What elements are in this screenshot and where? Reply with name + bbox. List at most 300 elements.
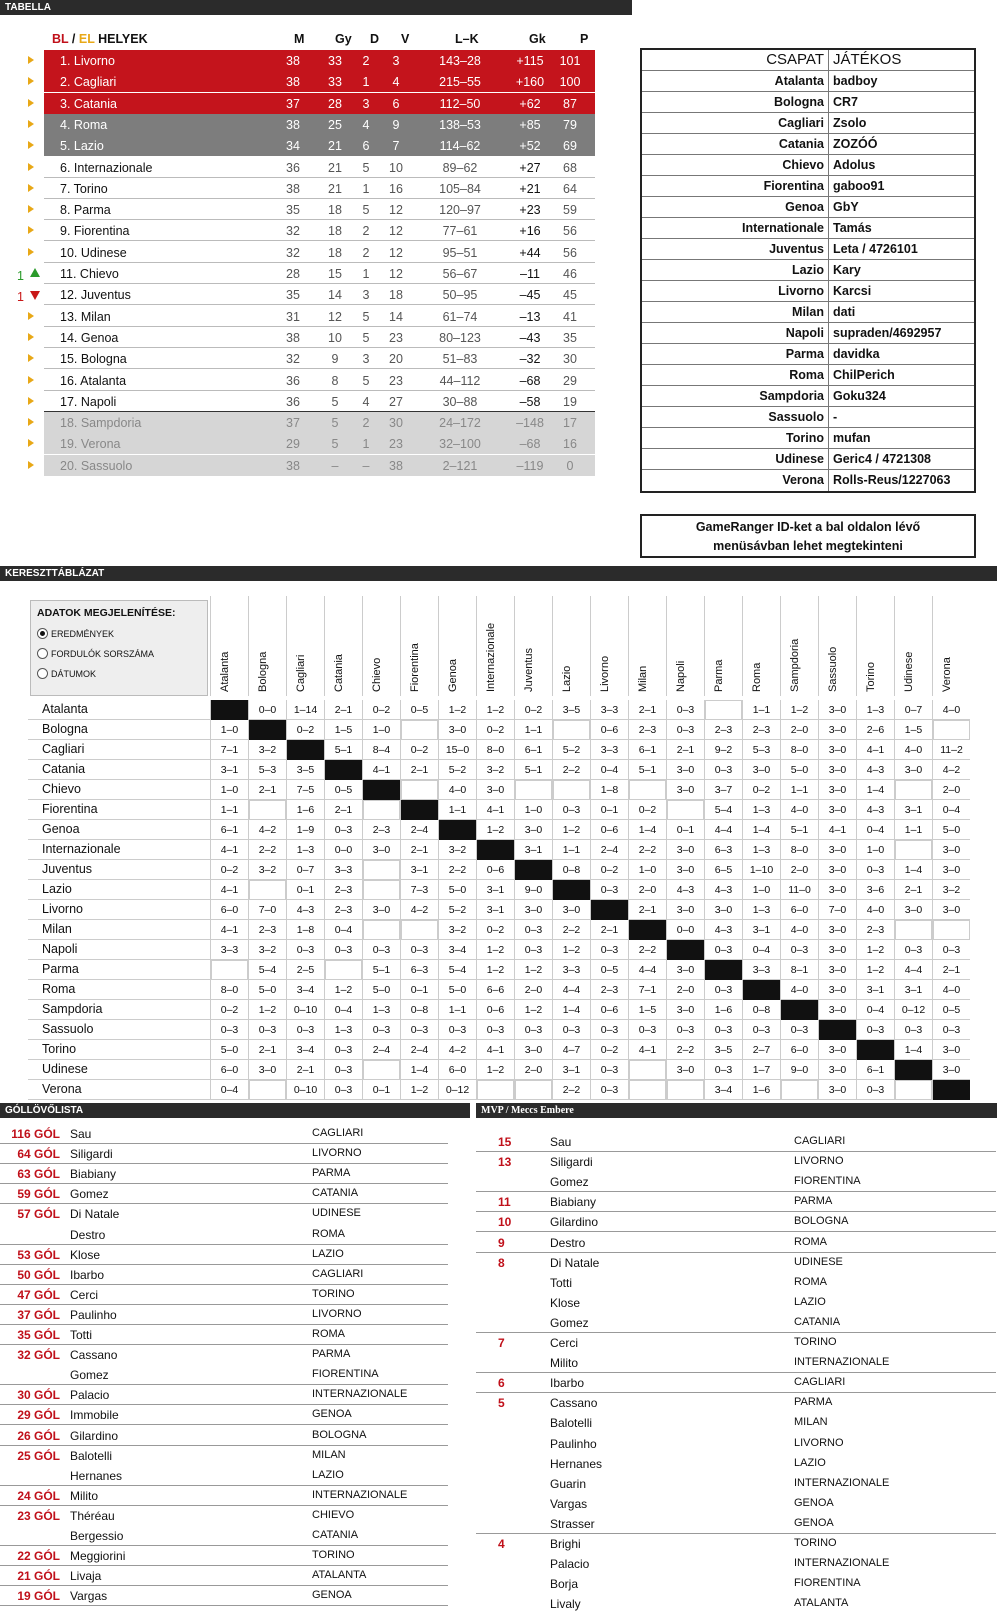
cross-cell: 3–4 xyxy=(704,1080,742,1100)
cross-cell: 0–4 xyxy=(324,1000,362,1020)
cross-cell: 5–4 xyxy=(438,960,476,980)
cross-cell xyxy=(248,880,286,900)
scorer-name: Paulinho xyxy=(70,1307,117,1322)
cell-p: 56 xyxy=(563,245,577,260)
cell-v: 10 xyxy=(389,160,403,175)
cell-gy: 21 xyxy=(328,181,342,196)
team-name: 14. Genoa xyxy=(60,330,119,345)
mvp-name: Cerci xyxy=(550,1336,579,1350)
cross-cell: 2–4 xyxy=(362,1040,400,1060)
cross-cell: 0–3 xyxy=(780,940,818,960)
cross-cell: 1–8 xyxy=(590,780,628,800)
standings-row xyxy=(0,242,600,264)
cross-col-label: Bologna xyxy=(257,651,269,692)
cross-cell: 4–2 xyxy=(438,1040,476,1060)
cell-gk: +52 xyxy=(519,139,541,154)
standings-row xyxy=(0,370,600,392)
display-option[interactable] xyxy=(37,627,201,641)
cross-row xyxy=(28,1020,970,1040)
cross-cell: 3–3 xyxy=(742,960,780,980)
cell-gk: +23 xyxy=(519,203,541,218)
cross-cell: 3–0 xyxy=(438,720,476,740)
cross-cell: 2–3 xyxy=(324,880,362,900)
mvp-name: Biabiany xyxy=(550,1195,597,1210)
mvp-count: 4 xyxy=(498,1537,505,1551)
cross-cell xyxy=(666,800,704,820)
cross-cell: 0–3 xyxy=(362,1020,400,1040)
cross-cell: 8–0 xyxy=(210,980,248,1000)
team-name: 12. Juventus xyxy=(60,288,131,303)
player-row xyxy=(642,407,974,428)
goal-count: 29 GÓL xyxy=(17,1408,60,1423)
scorer-team: ATALANTA xyxy=(312,1569,367,1582)
mvp-name: Livaly xyxy=(550,1597,581,1612)
cross-cell: 0–4 xyxy=(210,1080,248,1100)
player-team: Genoa xyxy=(642,197,829,217)
radio-icon[interactable] xyxy=(37,628,48,639)
cell-lk: 30–88 xyxy=(442,394,478,409)
player-team: Livorno xyxy=(642,281,829,301)
standings-row xyxy=(0,348,600,370)
cross-cell: 0–3 xyxy=(248,1020,286,1040)
cell-m: 29 xyxy=(286,437,300,452)
cross-cell: 0–3 xyxy=(514,1020,552,1040)
row-arrow-icon xyxy=(28,205,34,213)
cross-col-label: Parma xyxy=(713,659,725,692)
cell-v: 7 xyxy=(392,139,400,154)
cross-cell: 3–0 xyxy=(476,780,514,800)
cross-cell: 0–3 xyxy=(590,1020,628,1040)
mvp-row xyxy=(476,1212,996,1232)
standings-row xyxy=(0,327,600,349)
cross-cell: 0–3 xyxy=(210,1020,248,1040)
mvp-name: Guarin xyxy=(550,1476,587,1491)
cell-m: 32 xyxy=(286,224,300,239)
cross-col-label: Catania xyxy=(333,654,345,692)
cross-cell: 4–3 xyxy=(286,900,324,920)
scorer-team: CATANIA xyxy=(312,1187,359,1200)
cross-cell: 0–3 xyxy=(324,1060,362,1080)
cross-cell: 3–0 xyxy=(818,860,856,880)
row-arrow-icon xyxy=(28,354,34,362)
cell-gk: –58 xyxy=(519,394,541,409)
goal-count: 64 GÓL xyxy=(17,1147,60,1162)
cell-p: 56 xyxy=(563,224,577,239)
player-team: Sassuolo xyxy=(642,407,829,427)
mvp-count: 5 xyxy=(498,1396,505,1411)
cross-cell: 5–4 xyxy=(704,800,742,820)
cross-cell xyxy=(932,720,970,740)
scorer-team: PARMA xyxy=(312,1348,351,1361)
cross-cell: 7–3 xyxy=(400,880,438,900)
cross-cell xyxy=(628,780,666,800)
mvp-team: TORINO xyxy=(794,1336,837,1348)
team-name: 10. Udinese xyxy=(60,245,127,260)
mvp-team: INTERNAZIONALE xyxy=(794,1476,890,1489)
radio-icon[interactable] xyxy=(37,648,48,659)
display-option[interactable] xyxy=(37,667,201,681)
player-name: supraden/4692957 xyxy=(833,326,942,340)
mvp-team: PARMA xyxy=(794,1396,833,1409)
cross-cell: 4–1 xyxy=(476,1040,514,1060)
cross-cell: 2–1 xyxy=(628,700,666,720)
rank-down-icon xyxy=(30,291,40,300)
cross-col-label: Cagliari xyxy=(295,654,307,692)
player-row xyxy=(642,218,974,239)
scorer-row xyxy=(0,1144,448,1164)
cross-cell: 1–0 xyxy=(210,780,248,800)
cross-cell: 3–1 xyxy=(476,900,514,920)
cell-v: 20 xyxy=(389,352,403,367)
cross-cell: 2–7 xyxy=(742,1040,780,1060)
cross-cell: 2–6 xyxy=(856,720,894,740)
cross-cell: 0–3 xyxy=(590,1060,628,1080)
cross-cell: 0–3 xyxy=(590,1080,628,1100)
cross-cell: 5–0 xyxy=(780,760,818,780)
cross-cell: 9–0 xyxy=(780,1060,818,1080)
mvp-name: Gomez xyxy=(550,1315,589,1330)
cross-cell: 0–2 xyxy=(628,800,666,820)
cross-cell: 6–0 xyxy=(210,900,248,920)
cross-cell: 1–4 xyxy=(552,1000,590,1020)
cross-col-label: Napoli xyxy=(675,660,687,692)
player-row xyxy=(642,323,974,344)
player-row xyxy=(642,428,974,449)
cross-cell: 4–1 xyxy=(362,760,400,780)
cross-cell xyxy=(894,1060,932,1080)
cross-cell: 3–3 xyxy=(590,740,628,760)
team-name: 5. Lazio xyxy=(60,139,104,154)
row-arrow-icon xyxy=(28,312,34,320)
cross-cell: 5–2 xyxy=(438,760,476,780)
rank-change: 1 xyxy=(17,290,24,305)
cell-lk: 120–97 xyxy=(439,203,481,218)
cell-gy: 5 xyxy=(331,416,339,431)
cross-cell: 0–4 xyxy=(856,1000,894,1020)
cell-lk: 2–121 xyxy=(442,458,478,473)
cross-cell xyxy=(324,960,362,980)
cross-cell: 0–1 xyxy=(362,1080,400,1100)
cross-cell: 4–2 xyxy=(248,820,286,840)
cross-cell: 3–0 xyxy=(514,900,552,920)
cross-row-label: Lazio xyxy=(42,882,72,896)
row-arrow-icon xyxy=(28,439,34,447)
row-arrow-icon xyxy=(28,418,34,426)
mvp-name: Paulinho xyxy=(550,1436,597,1451)
scorer-row xyxy=(0,1426,448,1446)
cross-cell: 2–1 xyxy=(666,740,704,760)
cell-lk: 50–95 xyxy=(442,288,478,303)
cross-cell: 3–0 xyxy=(362,900,400,920)
cross-cell: 1–0 xyxy=(856,840,894,860)
cross-cell: 0–2 xyxy=(400,740,438,760)
cross-cell: 0–3 xyxy=(362,940,400,960)
cell-lk: 95–51 xyxy=(442,245,478,260)
cross-cell: 0–3 xyxy=(286,940,324,960)
cross-cell: 3–0 xyxy=(932,860,970,880)
cross-cell: 0–3 xyxy=(894,1020,932,1040)
cross-row-label: Roma xyxy=(42,982,76,996)
cross-row xyxy=(28,880,970,900)
cell-m: 38 xyxy=(286,181,300,196)
row-arrow-icon xyxy=(28,56,34,64)
radio-icon[interactable] xyxy=(37,668,48,679)
cell-m: 34 xyxy=(286,139,300,154)
player-name: Kary xyxy=(833,263,861,277)
cross-cell: 2–3 xyxy=(628,720,666,740)
cross-cell: 0–1 xyxy=(666,820,704,840)
scorer-team: PARMA xyxy=(312,1167,351,1180)
cross-cell: 4–0 xyxy=(932,980,970,1000)
cell-gy: 12 xyxy=(328,309,342,324)
cross-cell xyxy=(894,920,932,940)
mvp-team: FIORENTINA xyxy=(794,1175,861,1188)
cell-p: 68 xyxy=(563,160,577,175)
scorer-row xyxy=(0,1345,448,1365)
cross-cell: 0–3 xyxy=(666,720,704,740)
player-team: Juventus xyxy=(642,239,829,259)
header-player: JÁTÉKOS xyxy=(833,51,902,68)
cross-cell: 3–0 xyxy=(818,980,856,1000)
team-name: 16. Atalanta xyxy=(60,373,127,388)
cell-v: 12 xyxy=(389,203,403,218)
player-name: dati xyxy=(833,305,856,319)
player-team: Parma xyxy=(642,344,829,364)
cross-cell xyxy=(362,780,400,800)
cross-row-label: Livorno xyxy=(42,902,83,916)
cross-cell: 1–0 xyxy=(628,860,666,880)
row-arrow-icon xyxy=(28,461,34,469)
cross-cell xyxy=(362,880,400,900)
cell-v: 23 xyxy=(389,373,403,388)
cross-cell: 7–1 xyxy=(628,980,666,1000)
cross-cell: 3–0 xyxy=(818,760,856,780)
mvp-team: GENOA xyxy=(794,1496,834,1509)
cell-gk: –32 xyxy=(519,352,541,367)
scorer-row xyxy=(0,1526,448,1546)
cross-cell: 2–5 xyxy=(286,960,324,980)
cross-cell: 1–2 xyxy=(780,700,818,720)
cross-cell: 0–3 xyxy=(324,940,362,960)
cross-cell: 1–1 xyxy=(780,780,818,800)
cell-m: 38 xyxy=(286,54,300,68)
cross-col-label: Chievo xyxy=(371,657,383,692)
mvp-name: Cassano xyxy=(550,1396,598,1411)
cross-col-label: Livorno xyxy=(599,655,611,692)
cross-cell: 2–0 xyxy=(514,1060,552,1080)
cell-p: 29 xyxy=(563,373,577,388)
player-name: CR7 xyxy=(833,95,859,109)
cross-cell: 1–3 xyxy=(324,1020,362,1040)
cross-cell: 5–1 xyxy=(780,820,818,840)
cross-cell: 3–7 xyxy=(704,780,742,800)
cross-cell: 3–0 xyxy=(894,760,932,780)
standings-row xyxy=(0,391,600,413)
cross-col-label: Genoa xyxy=(447,658,459,692)
mvp-team: FIORENTINA xyxy=(794,1577,861,1590)
cross-cell: 6–3 xyxy=(400,960,438,980)
cross-cell: 0–3 xyxy=(704,1020,742,1040)
cross-cell: 4–4 xyxy=(704,820,742,840)
cross-cell: 6–0 xyxy=(780,1040,818,1060)
mvp-team: ATALANTA xyxy=(794,1597,849,1610)
cross-cell: 6–5 xyxy=(704,860,742,880)
cross-cell: 0–6 xyxy=(590,820,628,840)
col-p: P xyxy=(580,32,589,46)
cross-cell: 1–5 xyxy=(324,720,362,740)
cross-cell: 4–0 xyxy=(780,920,818,940)
cross-cell: 1–1 xyxy=(552,840,590,860)
cross-col-header xyxy=(742,596,780,696)
mvp-team: INTERNAZIONALE xyxy=(794,1356,890,1369)
display-option-label: EREDMÉNYEK xyxy=(51,629,115,639)
cross-cell: 2–1 xyxy=(324,700,362,720)
cross-cell: 2–3 xyxy=(742,720,780,740)
player-name: Zsolo xyxy=(833,116,867,130)
team-name: 19. Verona xyxy=(60,437,121,452)
cross-cell: 4–4 xyxy=(552,980,590,1000)
cross-row xyxy=(28,940,970,960)
cross-cell: 0–12 xyxy=(894,1000,932,1020)
cross-cell: 3–0 xyxy=(666,760,704,780)
cross-cell: 11–0 xyxy=(780,880,818,900)
mvp-team: LIVORNO xyxy=(794,1155,844,1168)
scorer-name: Bergessio xyxy=(70,1529,124,1543)
cross-row xyxy=(28,1060,970,1080)
cross-cell: 0–0 xyxy=(324,840,362,860)
cross-cell: 3–4 xyxy=(286,1040,324,1060)
cross-cell: 2–2 xyxy=(438,860,476,880)
cross-col-header xyxy=(210,596,248,696)
cell-gy: 15 xyxy=(328,267,342,281)
cross-row-label: Verona xyxy=(42,1082,82,1096)
cross-cell: 3–6 xyxy=(856,880,894,900)
team-name: 11. Chievo xyxy=(60,267,119,281)
cross-cell: 3–0 xyxy=(362,840,400,860)
mvp-team: ROMA xyxy=(794,1235,827,1248)
row-arrow-icon xyxy=(28,141,34,149)
cross-cell: 2–3 xyxy=(324,900,362,920)
cross-cell: 2–3 xyxy=(704,720,742,740)
cross-cell: 3–2 xyxy=(248,940,286,960)
cross-cell: 9–0 xyxy=(514,880,552,900)
cross-col-header xyxy=(400,596,438,696)
display-option[interactable] xyxy=(37,647,201,661)
cell-m: 38 xyxy=(286,75,300,90)
cross-cell xyxy=(552,720,590,740)
cross-cell: 0–5 xyxy=(400,700,438,720)
cross-cell: 1–3 xyxy=(362,1000,400,1020)
cross-col-header xyxy=(552,596,590,696)
scorer-row xyxy=(0,1225,448,1245)
section-bar-mvp: MVP / Meccs Embere xyxy=(476,1103,997,1118)
player-name: ChilPerich xyxy=(833,368,895,382)
cross-cell: 0–3 xyxy=(894,940,932,960)
cross-cell: 3–1 xyxy=(894,800,932,820)
player-name: Geric4 / 4721308 xyxy=(833,452,931,466)
cross-cell xyxy=(704,960,742,980)
player-row xyxy=(642,344,974,365)
cell-gk: +16 xyxy=(519,224,541,239)
mvp-team: CAGLIARI xyxy=(794,1135,846,1147)
cell-gy: 5 xyxy=(331,437,339,452)
cross-cell: 1–0 xyxy=(742,880,780,900)
player-name: mufan xyxy=(833,431,871,445)
scorer-name: Destro xyxy=(70,1227,106,1242)
cross-col-header xyxy=(894,596,932,696)
cell-p: 41 xyxy=(563,309,577,324)
cell-gk: –43 xyxy=(519,330,541,345)
cross-cell: 2–0 xyxy=(666,980,704,1000)
cross-cell: 3–1 xyxy=(476,880,514,900)
cell-lk: 112–50 xyxy=(439,96,481,111)
cross-cell xyxy=(552,880,590,900)
cross-cell: 0–3 xyxy=(856,1080,894,1100)
cross-cell xyxy=(400,920,438,940)
cross-cell: 3–0 xyxy=(818,780,856,800)
cell-gy: 21 xyxy=(328,139,342,154)
cross-cell xyxy=(514,780,552,800)
cross-cell: 3–0 xyxy=(932,1060,970,1080)
cell-d: 1 xyxy=(362,75,370,90)
goal-count: 50 GÓL xyxy=(17,1267,60,1282)
player-team: Chievo xyxy=(642,155,829,175)
cell-v: 4 xyxy=(392,75,400,90)
cross-cell: 3–0 xyxy=(666,840,704,860)
cell-p: 46 xyxy=(563,267,577,281)
cross-cell: 0–4 xyxy=(324,920,362,940)
cross-cell: 5–3 xyxy=(742,740,780,760)
cross-cell: 3–1 xyxy=(514,840,552,860)
cross-cell: 0–5 xyxy=(324,780,362,800)
player-name: Rolls-Reus/1227063 xyxy=(833,473,951,487)
standings-row xyxy=(0,284,600,306)
cross-cell: 4–0 xyxy=(780,800,818,820)
player-name: Tamás xyxy=(833,221,872,235)
cross-cell: 1–2 xyxy=(400,1080,438,1100)
cross-cell: 1–5 xyxy=(894,720,932,740)
player-name: - xyxy=(833,410,838,424)
mvp-name: Vargas xyxy=(550,1496,588,1511)
cross-cell: 2–1 xyxy=(324,800,362,820)
mvp-team: LIVORNO xyxy=(794,1436,844,1449)
mvp-name: Hernanes xyxy=(550,1456,603,1471)
scorer-name: Gilardino xyxy=(70,1428,119,1443)
mvp-name: Totti xyxy=(550,1275,573,1290)
scorer-name: Théréau xyxy=(70,1508,115,1523)
cross-cell: 3–0 xyxy=(818,1080,856,1100)
cell-m: 35 xyxy=(286,288,300,303)
cross-cell xyxy=(552,780,590,800)
cross-cell: 0–0 xyxy=(666,920,704,940)
standings-row xyxy=(0,135,600,157)
cross-cell: 3–4 xyxy=(438,940,476,960)
cross-col-header xyxy=(248,596,286,696)
cross-cell: 3–2 xyxy=(248,860,286,880)
cell-gk: +27 xyxy=(519,160,541,175)
player-name: badboy xyxy=(833,74,878,88)
scorer-row xyxy=(0,1546,448,1566)
cell-gy: 18 xyxy=(328,224,342,239)
el-label: EL xyxy=(78,32,95,46)
cell-d: 2 xyxy=(362,416,370,431)
cross-row-label: Genoa xyxy=(42,822,80,836)
scorer-team: CAGLIARI xyxy=(312,1267,364,1280)
cell-gk: +160 xyxy=(515,75,545,90)
cross-cell: 0–2 xyxy=(210,1000,248,1020)
player-team: Catania xyxy=(642,134,829,154)
cross-cell: 7–5 xyxy=(286,780,324,800)
